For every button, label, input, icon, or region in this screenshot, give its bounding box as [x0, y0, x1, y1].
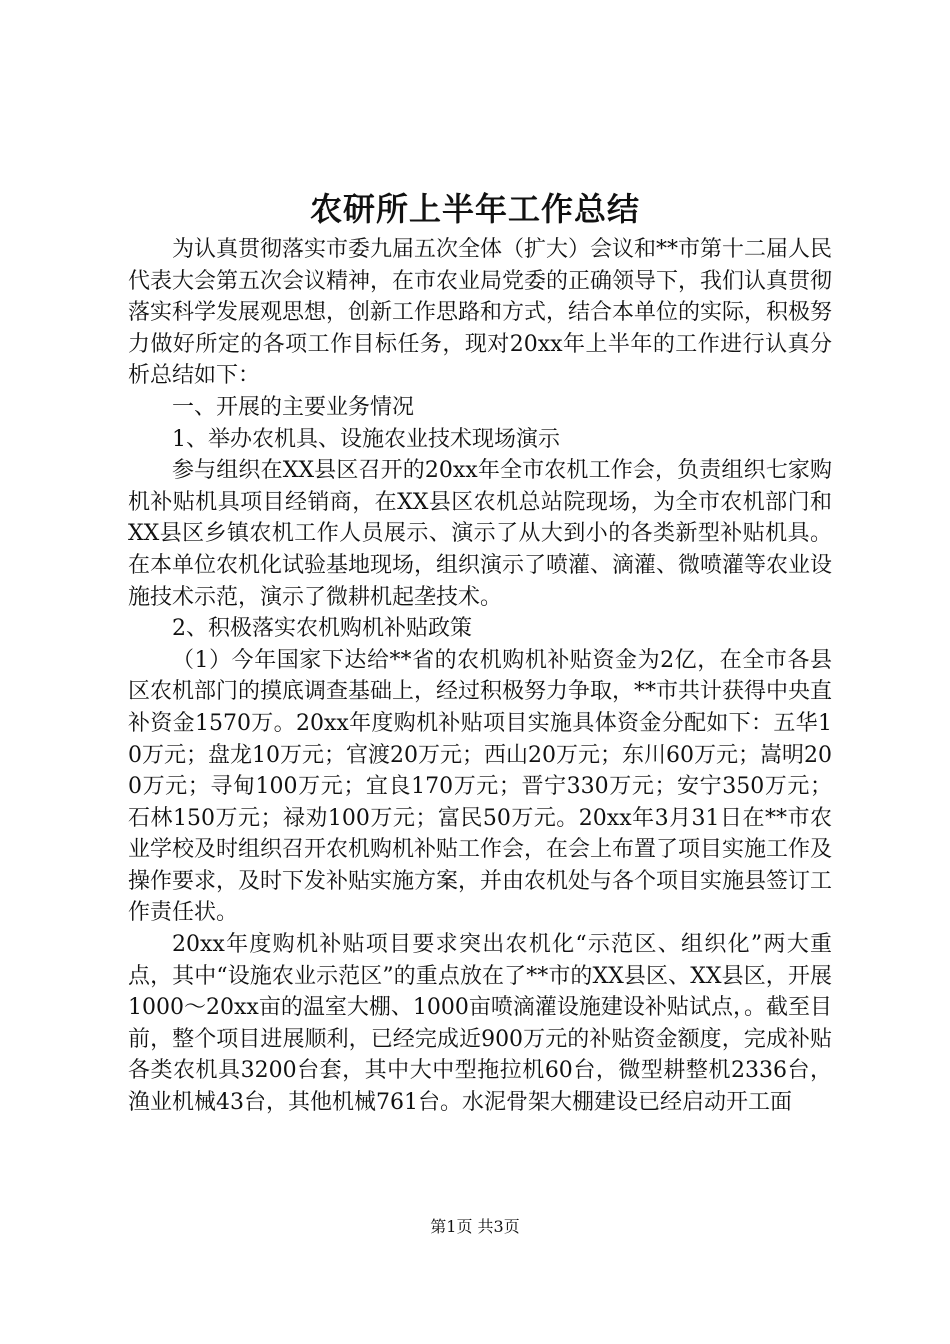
document-title: 农研所上半年工作总结 [309, 190, 640, 228]
subheading-subsidy-policy: 2、积极落实农机购机补贴政策 [172, 616, 472, 642]
paragraph-demo: 参与组织在XX县区召开的20xx年全市农机工作会，负责组织七家购机补贴机具项目经销商，在XX县区农机总站院现场，为全市农机部门和XX县区乡镇农机工作人员展示、演示了从大到小的各类新型补贴机具。在本单位农机化试验基地现场，组织演示了喷灌、滴灌、微喷灌等农业设施技术示范，演示了微耕机起垄技术。 [128, 458, 833, 610]
document-body [128, 234, 832, 1119]
page-footer: 第1页 共3页 [430, 1217, 520, 1236]
subheading-demo: 1、举办农机具、设施农业技术现场演示 [172, 426, 560, 452]
paragraph-intro: 为认真贯彻落实市委九届五次全体（扩大）会议和**市第十二届人民代表大会第五次会议精神，在市农业局党委的正确领导下，我们认真贯彻落实科学发展观思想，创新工作思路和方式，结合本单位的实际，积极努力做好所定的各项工作目标任务，现对20xx年上半年的工作进行认真分析总结如下： [128, 237, 833, 389]
paragraph-subsidy-progress: 20xx年度购机补贴项目要求突出农机化“示范区、组织化”两大重点，其中“设施农业示范区”的重点放在了**市的XX县区、XX县区，开展1000～20xx亩的温室大棚、1000亩喷滴灌设施建设补贴试点，。截至目前，整个项目进展顺利，已经完成近900万元的补贴资金额度，完成补贴各类农机具3200台套，其中大中型拖拉机60台，微型耕整机2336台，渔业机械43台，其他机械761台。水泥骨架大棚建设已经启动开工面 [128, 932, 832, 1116]
section-heading-main-business: 一、开展的主要业务情况 [172, 394, 415, 420]
paragraph-subsidy-funds: （1）今年国家下达给**省的农机购机补贴资金为2亿，在全市各县区农机部门的摸底调查基础上，经过积极努力争取，**市共计获得中央直补资金1570万。20xx年度购机补贴项目实施具体资金分配如下：五华10万元；盘龙10万元；官渡20万元；西山20万元；东川60万元；嵩明200万元；寻甸100万元；宜良170万元；晋宁330万元；安宁350万元；石林150万元；禄劝100万元；富民50万元。20xx年3月31日在**市农业学校及时组织召开农机购机补贴工作会，在会上布置了项目实施工作及操作要求，及时下发补贴实施方案，并由农机处与各个项目实施县签订工作责任状。 [128, 647, 833, 926]
